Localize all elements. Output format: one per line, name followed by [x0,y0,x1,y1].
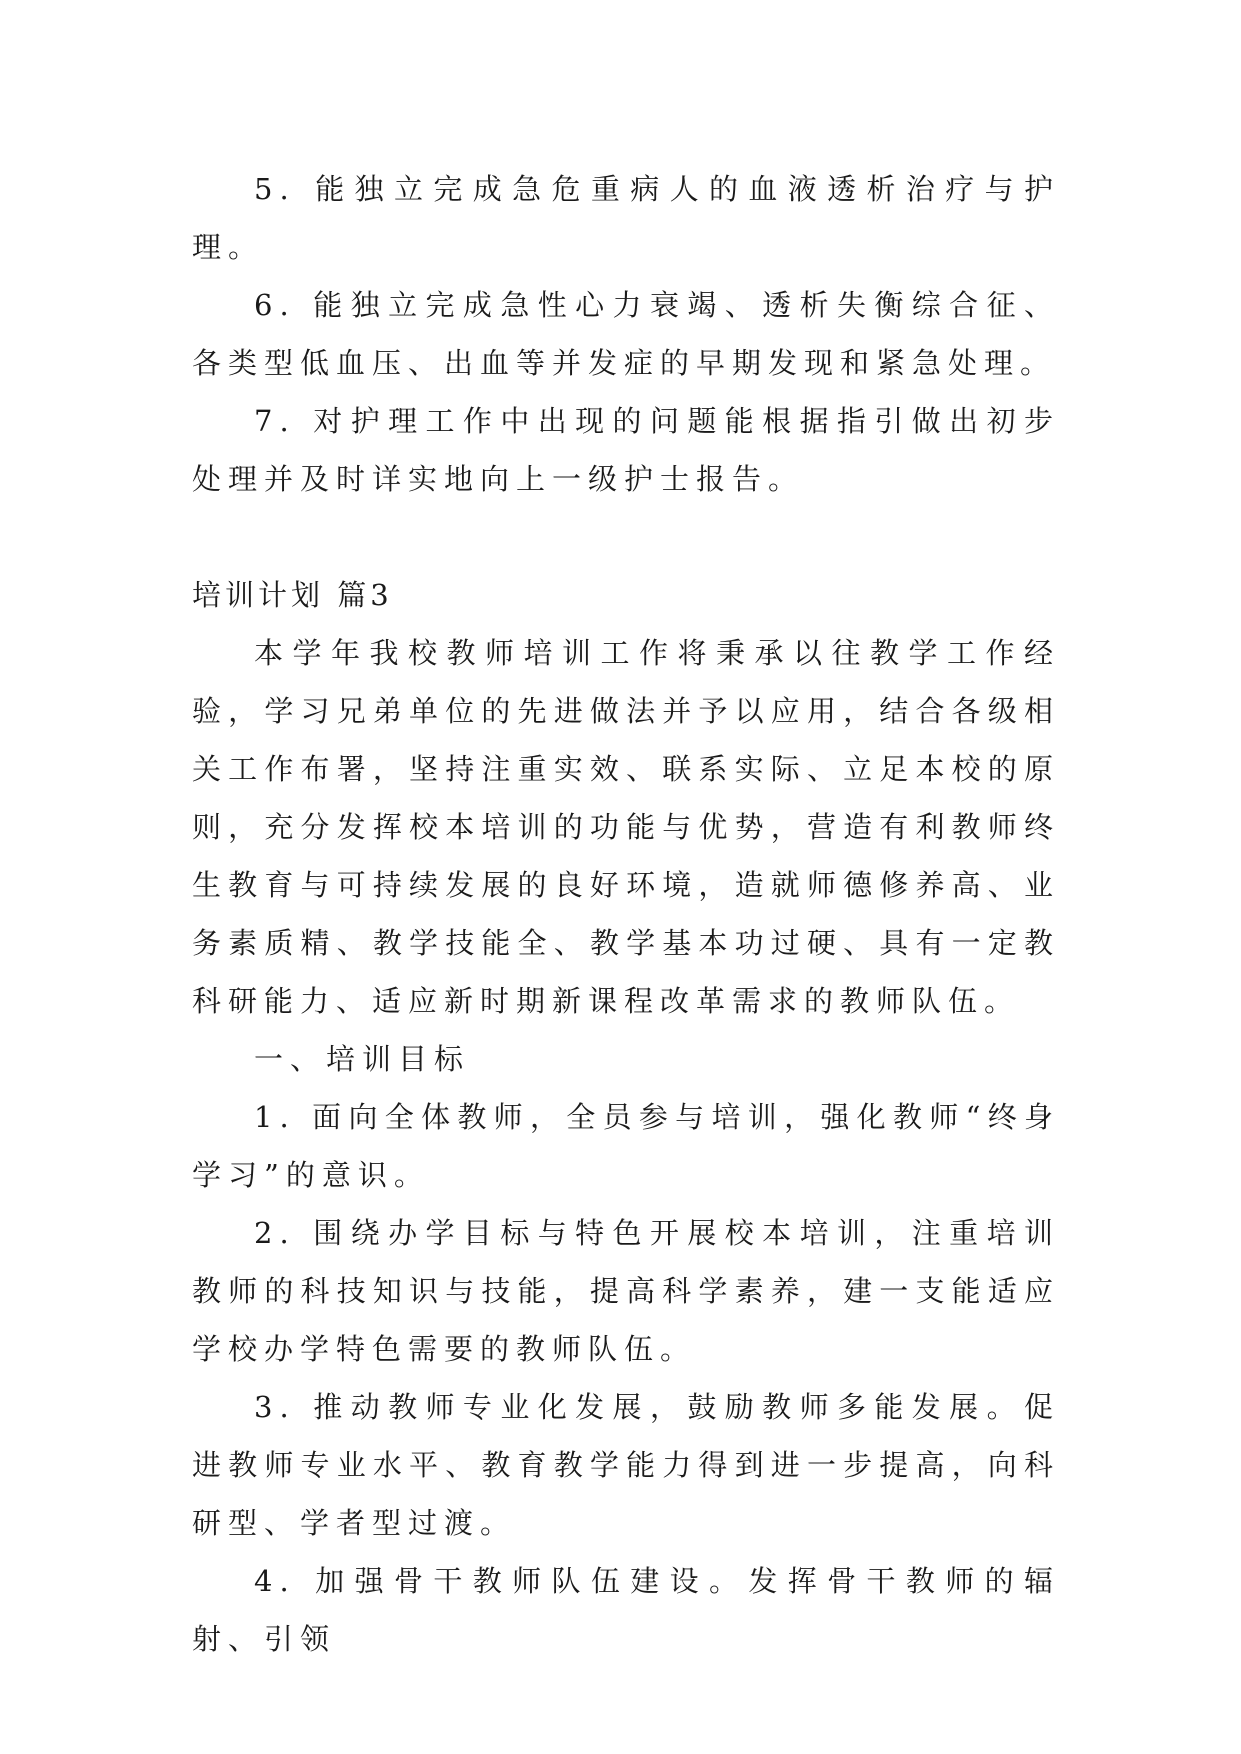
intro-paragraph: 本学年我校教师培训工作将秉承以往教学工作经验，学习兄弟单位的先进做法并予以应用，结合各级相关工作布署，坚持注重实效、联系实际、立足本校的原则，充分发挥校本培训的功能与优势，营造有利教师终生教育与可持续发展的良好环境，造就师德修养高、业务素质精、教学技能全、教学基本功过硬、具有一定教科研能力、适应新时期新课程改革需求的教师队伍。 [192,636,1060,1018]
document-body [192,160,1060,1668]
section-heading: 培训计划 篇3 [192,578,393,612]
section-spacer [192,508,1060,566]
goal-item-4: 4. 加强骨干教师队伍建设。发挥骨干教师的辐射、引领 [192,1564,1060,1656]
goal-item-3: 3. 推动教师专业化发展，鼓励教师多能发展。促进教师专业水平、教育教学能力得到进一步提高，向科研型、学者型过渡。 [192,1390,1060,1540]
goal-item-2: 2. 围绕办学目标与特色开展校本培训，注重培训教师的科技知识与技能，提高科学素养，建一支能适应学校办学特色需要的教师队伍。 [192,1216,1060,1366]
paragraph-item-6: 6. 能独立完成急性心力衰竭、透析失衡综合征、各类型低血压、出血等并发症的早期发现和紧急处理。 [192,288,1060,380]
goal-item-1: 1. 面向全体教师，全员参与培训，强化教师“终身学习”的意识。 [192,1100,1060,1192]
paragraph-item-7: 7. 对护理工作中出现的问题能根据指引做出初步处理并及时详实地向上一级护士报告。 [192,404,1060,496]
paragraph-item-5: 5. 能独立完成急危重病人的血液透析治疗与护理。 [192,172,1060,264]
subheading-goals: 一、培训目标 [254,1042,471,1076]
